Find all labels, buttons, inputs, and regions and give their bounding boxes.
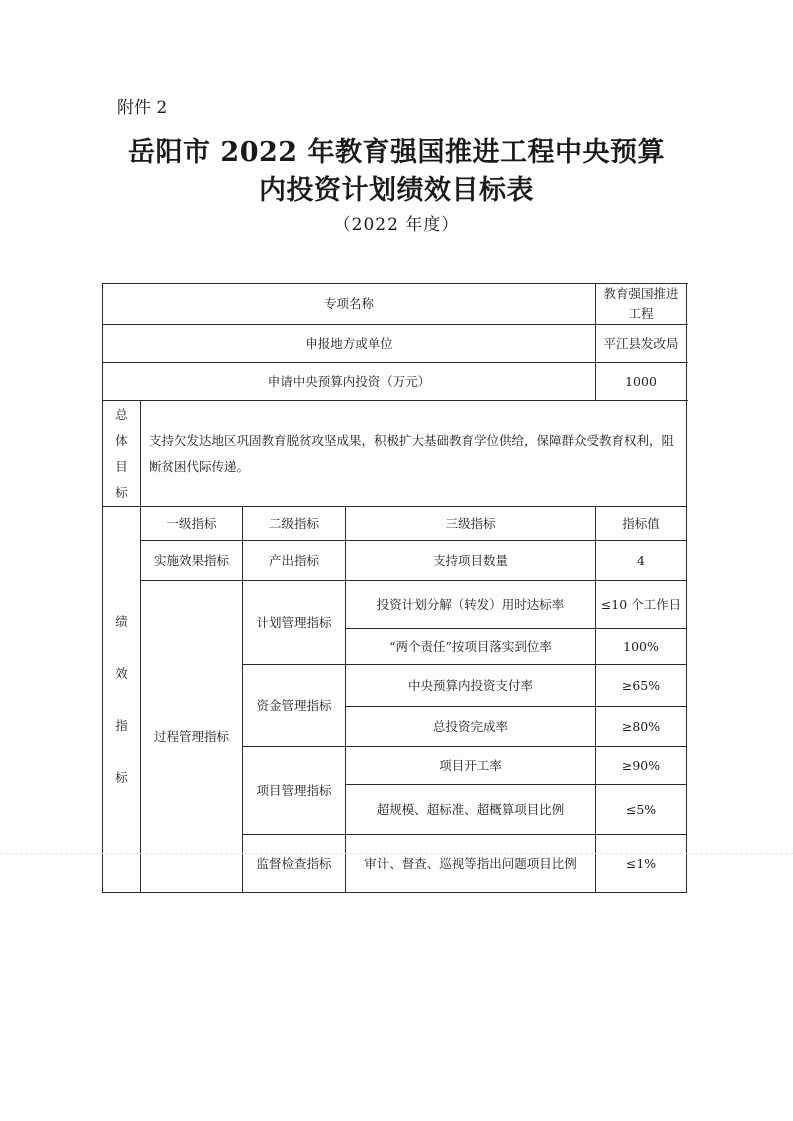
process-level1: 过程管理指标 — [141, 581, 243, 893]
perf-label-char: 效 — [115, 665, 128, 681]
indicator-name: 项目开工率 — [346, 747, 596, 785]
goal-label-char: 总 — [115, 406, 128, 422]
header-level2: 二级指标 — [243, 507, 346, 541]
document-title-line1: 岳阳市 2022 年教育强国推进工程中央预算 — [128, 137, 665, 168]
goal-label-char: 标 — [115, 484, 128, 500]
effect-value: 4 — [596, 541, 687, 581]
indicator-name: “两个责任”按项目落实到位率 — [346, 629, 596, 665]
indicator-value: ≥80% — [596, 707, 687, 747]
indicator-value: 100% — [596, 629, 687, 665]
perf-label-char: 标 — [115, 769, 128, 785]
effect-indicator-row — [103, 541, 687, 581]
document-year: （2022 年度） — [333, 215, 460, 235]
attachment-label: 附件 2 — [117, 98, 168, 118]
effect-level3: 支持项目数量 — [346, 541, 596, 581]
indicator-value: ≤5% — [596, 785, 687, 835]
performance-indicator-label — [103, 507, 141, 893]
overall-goal-text: 支持欠发达地区巩固教育脱贫攻坚成果，积极扩大基础教育学位供给，保障群众受教育权利，阻断贫困代际传递。 — [141, 401, 687, 507]
header-level1: 一级指标 — [141, 507, 243, 541]
project-name-label: 专项名称 — [103, 284, 596, 325]
indicator-name: 审计、督查、巡视等指出问题项目比例 — [346, 835, 596, 893]
perf-label-char: 绩 — [115, 613, 128, 629]
effect-level2: 产出指标 — [243, 541, 346, 581]
indicator-name: 总投资完成率 — [346, 707, 596, 747]
indicator-name: 投资计划分解（转发）用时达标率 — [346, 581, 596, 629]
overall-goal-row — [103, 401, 687, 507]
table-row — [103, 581, 687, 629]
indicator-value: ≤1% — [596, 835, 687, 893]
indicator-value: ≥90% — [596, 747, 687, 785]
effect-level1: 实施效果指标 — [141, 541, 243, 581]
document-title-line2: 内投资计划绩效目标表 — [259, 175, 534, 206]
header-value: 指标值 — [596, 507, 687, 541]
indicator-name: 中央预算内投资支付率 — [346, 665, 596, 707]
project-name-value: 教育强国推进工程 — [596, 284, 687, 325]
goal-label-char: 目 — [115, 458, 128, 474]
scan-artifact-line — [0, 853, 793, 854]
indicator-value: ≤10 个工作日 — [596, 581, 687, 629]
supervision-group: 监督检查指标 — [243, 835, 346, 893]
goal-label-char: 体 — [115, 432, 128, 448]
indicator-name: 超规模、超标准、超概算项目比例 — [346, 785, 596, 835]
fund-management-group: 资金管理指标 — [243, 665, 346, 747]
plan-management-group: 计划管理指标 — [243, 581, 346, 665]
reporting-unit-label: 申报地方或单位 — [103, 325, 596, 363]
performance-table — [102, 283, 687, 893]
indicator-header-row — [103, 507, 687, 541]
reporting-unit-value: 平江县发改局 — [596, 325, 687, 363]
investment-label: 申请中央预算内投资（万元） — [103, 363, 596, 401]
perf-label-char: 指 — [115, 717, 128, 733]
info-row-unit — [103, 325, 687, 363]
indicator-value: ≥65% — [596, 665, 687, 707]
project-management-group: 项目管理指标 — [243, 747, 346, 835]
info-row-project — [103, 284, 687, 325]
info-row-investment — [103, 363, 687, 401]
header-level3: 三级指标 — [346, 507, 596, 541]
investment-value: 1000 — [596, 363, 687, 401]
overall-goal-label — [103, 401, 141, 507]
